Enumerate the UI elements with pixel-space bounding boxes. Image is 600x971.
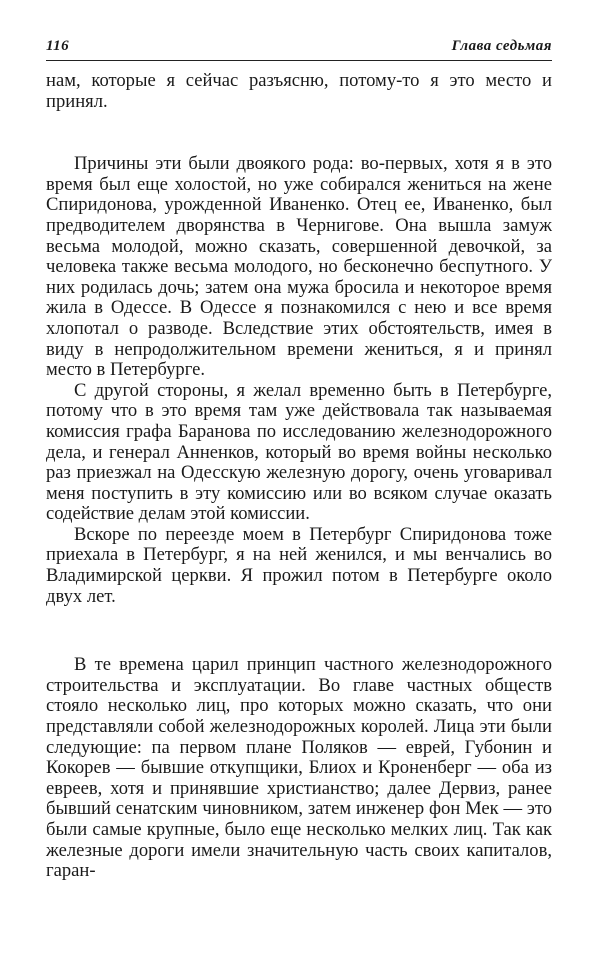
body-text <box>46 71 552 882</box>
section-gap <box>46 112 552 154</box>
chapter-title: Глава седьмая <box>451 38 552 54</box>
paragraph: В те времена царил принцип частного железнодорожного строительства и эксплуатации. Во главе частных обществ стояло несколько лиц, про которых можно сказать, что они представляли собой железнодорожных королей. Лица эти были следующие: па первом плане Поляков — еврей, Губонин и Кокорев — бывшие откупщики, Блиох и Кроненберг — оба из евреев, хотя и принявшие христианство; далее Дервиз, ранее бывший сенатским чиновником, затем инженер фон Мек — это были самые крупные, было еще несколько мелких лиц. Так как железные дороги имели значительную часть своих капиталов, гаран- <box>46 654 552 882</box>
running-head <box>46 36 552 61</box>
paragraph: Вскоре по переезде моем в Петербург Спиридонова тоже приехала в Петербург, я на ней женился, и мы венчались во Владимирской церкви. Я прожил потом в Петербурге около двух лет. <box>46 523 552 607</box>
book-page <box>46 36 552 882</box>
page-number: 116 <box>46 38 70 54</box>
paragraph-continuation: нам, которые я сейчас разъясню, потому-то я это место и принял. <box>46 70 552 112</box>
section-gap <box>46 607 552 655</box>
paragraph: Причины эти были двоякого рода: во-первых, хотя я в это время был еще холостой, но уже собирался жениться на жене Спиридонова, урожденной Иваненко. Отец ее, Иваненко, был предводителем дворянства в Чернигове. Она вышла замуж весьма молодой, можно сказать, совершенной девочкой, за человека также весьма молодого, но бесконечно беспутного. У них родилась дочь; затем она мужа бросила и некоторое время жила в Одессе. В Одессе я познакомился с нею и все время хлопотал о разводе. Вследствие этих обстоятельств, имея в виду в непродолжительном времени жениться, я и принял место в Петербурге. <box>46 153 552 381</box>
paragraph: С другой стороны, я желал временно быть в Петербурге, потому что в это время там уже действовала так называемая комиссия графа Баранова по исследованию железнодорожного дела, и генерал Анненков, который во время войны несколько раз приезжал на Одесскую железную дорогу, очень уговаривал меня поступить в эту комиссию или во всяком случае оказать содействие делам этой комиссии. <box>46 379 552 525</box>
